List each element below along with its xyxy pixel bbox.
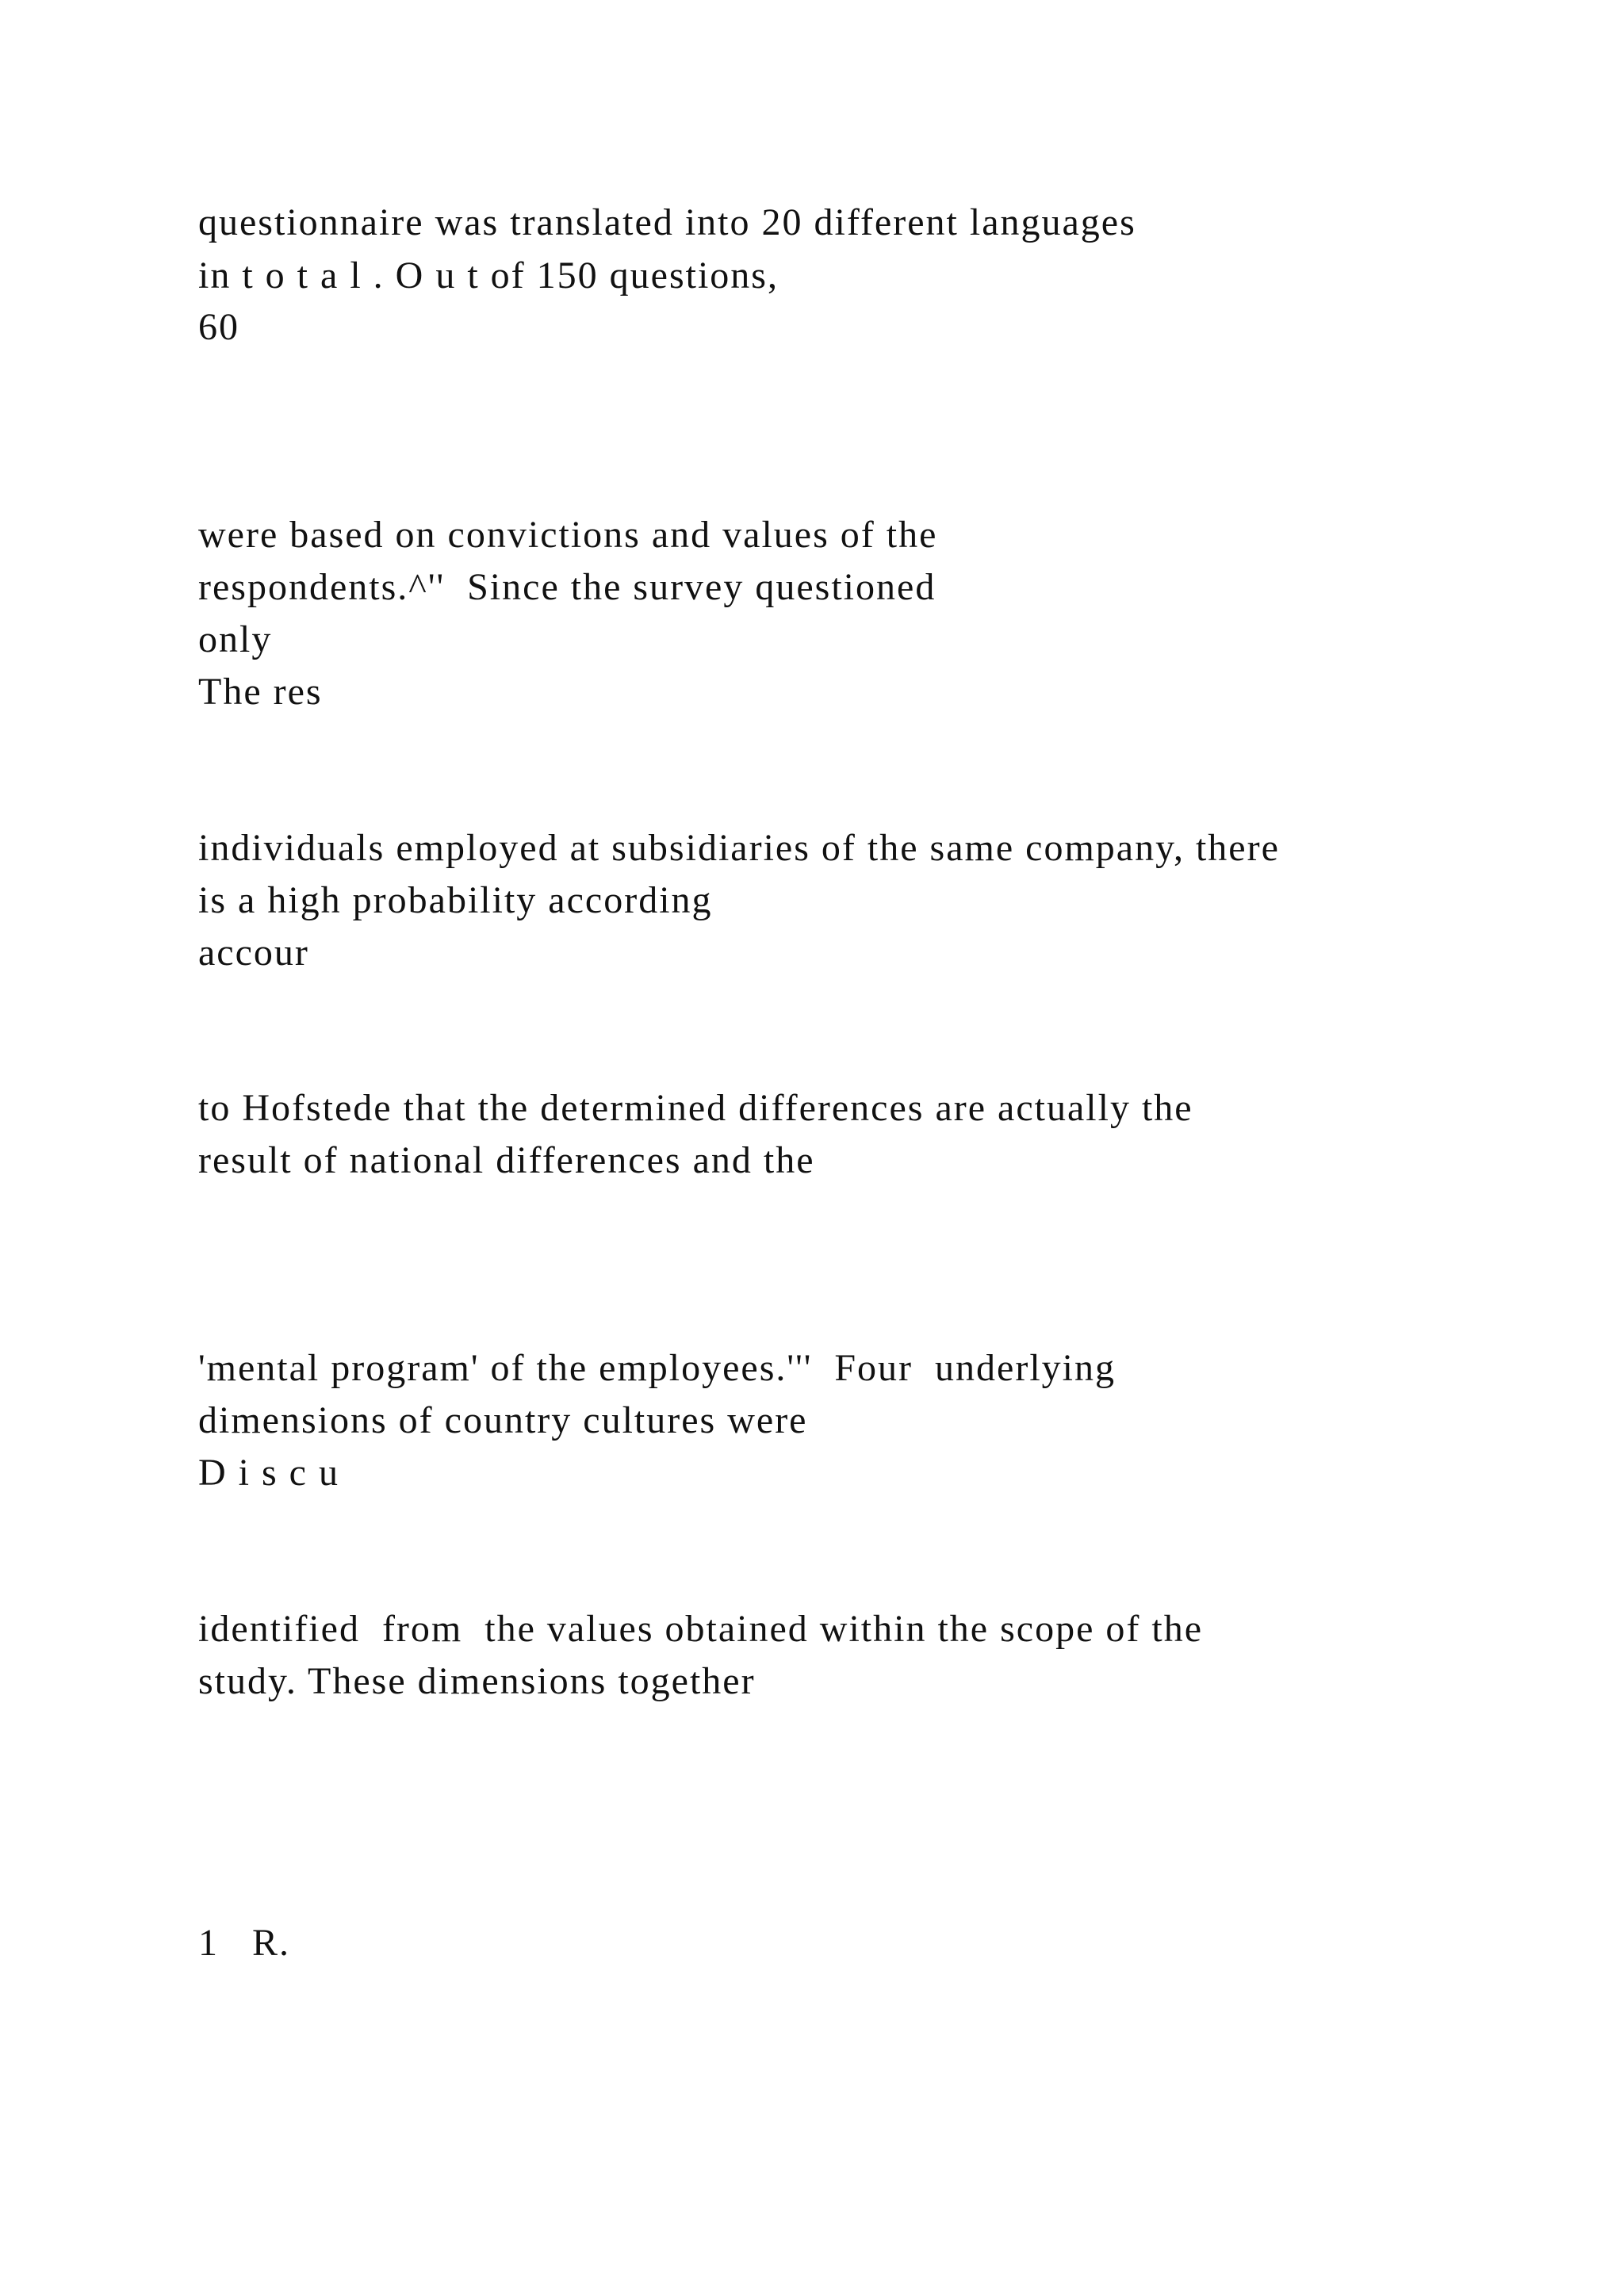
text-line: The res [198,671,323,713]
text-line: only [198,618,273,660]
text-line: respondents.^'' Since the survey questioned [198,566,936,608]
text-line: were based on convictions and values of the [198,514,938,556]
text-line: individuals employed at subsidiaries of the same company, there [198,827,1280,869]
text-line: D i s c u [198,1452,339,1494]
text-line: identified from the values obtained within the scope of the [198,1608,1204,1650]
text-line: accour [198,932,309,974]
text-line: dimensions of country cultures were [198,1399,808,1441]
text-line: questionnaire was translated into 20 different languages [198,201,1136,243]
text-line: to Hofstede that the determined differences are actually the [198,1087,1193,1129]
footnote-line: 1 R. [198,1922,291,1964]
text-line: study. These dimensions together [198,1660,756,1702]
text-line: 'mental program' of the employees.''' Four underlying [198,1347,1116,1389]
text-line: result of national differences and the [198,1139,815,1181]
text-line: in t o t a l . O u t of 150 questions, [198,254,779,297]
text-line: is a high probability according [198,879,713,921]
text-line: 60 [198,306,239,348]
